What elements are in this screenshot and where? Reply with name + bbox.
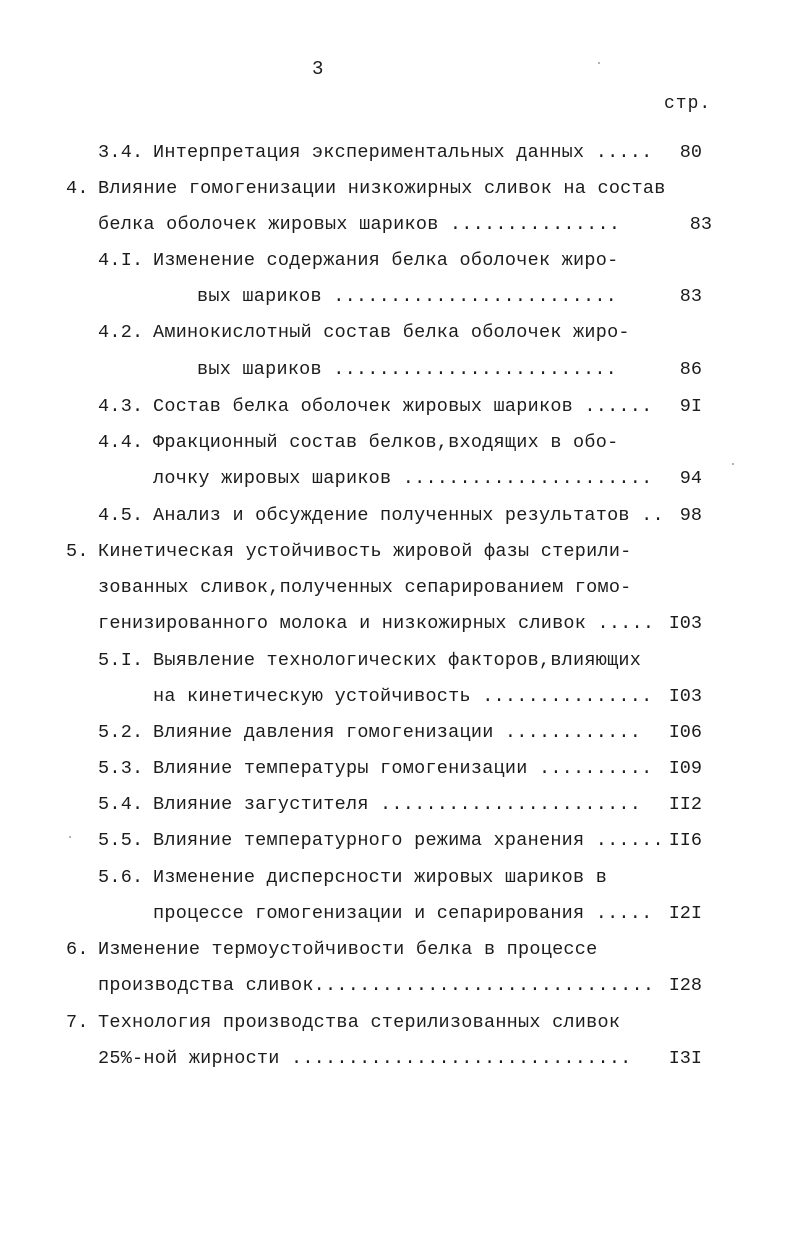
toc-entry-4-1-number: 4.I. [98, 250, 144, 271]
toc-entry-5-5-title: Влияние температурного режима хранения ...... [153, 830, 664, 851]
toc-entry-6-number: 6. [66, 939, 89, 960]
toc-entry-4-title-line2: белка оболочек жировых шариков ............... [98, 214, 621, 235]
toc-entry-6-title-line1: Изменение термоустойчивости белка в процессе [98, 939, 598, 960]
toc-entry-5-6-title-line2: процессе гомогенизации и сепарирования ..... [153, 903, 653, 924]
toc-entry-4-3-title: Состав белка оболочек жировых шариков ...... [153, 396, 653, 417]
toc-entry-6-title-line2: производства сливок.............................. [98, 975, 655, 996]
toc-entry-4-5-page: 98 [679, 505, 702, 526]
toc-entry-6-page: I28 [668, 975, 702, 996]
toc-entry-5-title-line2: зованных сливок,полученных сепарированием гомо- [98, 577, 632, 598]
toc-entry-5-page: I03 [668, 613, 702, 634]
pages-column-header: стр. [664, 94, 712, 114]
toc-entry-7-title-line1: Технология производства стерилизованных сливок [98, 1012, 621, 1033]
toc-entry-7-page: I3I [668, 1048, 702, 1069]
toc-entry-3-4-page: 80 [679, 142, 702, 163]
toc-entry-5-title-line3: генизированного молока и низкожирных сливок ..... [98, 613, 655, 634]
toc-entry-4-2-title-line2: вых шариков ......................... [197, 359, 618, 380]
toc-entry-4-1-title-line1: Изменение содержания белка оболочек жиро- [153, 250, 619, 271]
toc-entry-5-6-page: I2I [668, 903, 702, 924]
toc-entry-4-1-title-line2: вых шариков ......................... [197, 286, 618, 307]
toc-entry-5-3-page: I09 [668, 758, 702, 779]
scan-speck [732, 463, 734, 465]
toc-entry-5-1-page: I03 [668, 686, 702, 707]
toc-entry-7-title-line2: 25%-ной жирности .............................. [98, 1048, 632, 1069]
toc-entry-5-4-title: Влияние загустителя ....................... [153, 794, 642, 815]
toc-entry-5-6-number: 5.6. [98, 867, 144, 888]
scan-speck [598, 62, 600, 64]
toc-entry-5-2-number: 5.2. [98, 722, 144, 743]
toc-entry-4-3-page: 9I [679, 396, 702, 417]
toc-entry-4-4-title-line1: Фракционный состав белков,входящих в обо- [153, 432, 619, 453]
toc-entry-5-4-number: 5.4. [98, 794, 144, 815]
toc-entry-4-4-number: 4.4. [98, 432, 144, 453]
toc-entry-3-4-title: Интерпретация экспериментальных данных ..... [153, 142, 653, 163]
scan-speck [69, 836, 71, 838]
toc-entry-5-2-page: I06 [668, 722, 702, 743]
toc-entry-4-4-title-line2: лочку жировых шариков ...................... [153, 468, 653, 489]
toc-entry-5-2-title: Влияние давления гомогенизации ............ [153, 722, 642, 743]
toc-entry-4-page: 83 [689, 214, 712, 235]
toc-entry-7-number: 7. [66, 1012, 89, 1033]
toc-entry-5-1-number: 5.I. [98, 650, 144, 671]
toc-entry-4-5-number: 4.5. [98, 505, 144, 526]
toc-entry-4-2-number: 4.2. [98, 322, 144, 343]
toc-entry-5-3-number: 5.3. [98, 758, 144, 779]
toc-entry-5-5-page: II6 [668, 830, 702, 851]
toc-entry-5-6-title-line1: Изменение дисперсности жировых шариков в [153, 867, 608, 888]
toc-entry-5-3-title: Влияние температуры гомогенизации .......... [153, 758, 653, 779]
toc-entry-4-number: 4. [66, 178, 89, 199]
toc-entry-4-5-title: Анализ и обсуждение полученных результатов .. [153, 505, 664, 526]
toc-entry-4-2-title-line1: Аминокислотный состав белка оболочек жиро- [153, 322, 630, 343]
toc-entry-4-2-page: 86 [679, 359, 702, 380]
toc-entry-5-1-title-line2: на кинетическую устойчивость ............... [153, 686, 653, 707]
toc-entry-4-1-page: 83 [679, 286, 702, 307]
toc-entry-3-4-number: 3.4. [98, 142, 144, 163]
page-number: 3 [312, 58, 324, 80]
toc-entry-5-1-title-line1: Выявление технологических факторов,влияющих [153, 650, 642, 671]
toc-entry-4-title-line1: Влияние гомогенизации низкожирных сливок на состав [98, 178, 666, 199]
toc-entry-4-3-number: 4.3. [98, 396, 144, 417]
toc-entry-5-number: 5. [66, 541, 89, 562]
toc-entry-5-5-number: 5.5. [98, 830, 144, 851]
toc-entry-5-4-page: II2 [668, 794, 702, 815]
toc-entry-4-4-page: 94 [679, 468, 702, 489]
toc-entry-5-title-line1: Кинетическая устойчивость жировой фазы стерили- [98, 541, 632, 562]
